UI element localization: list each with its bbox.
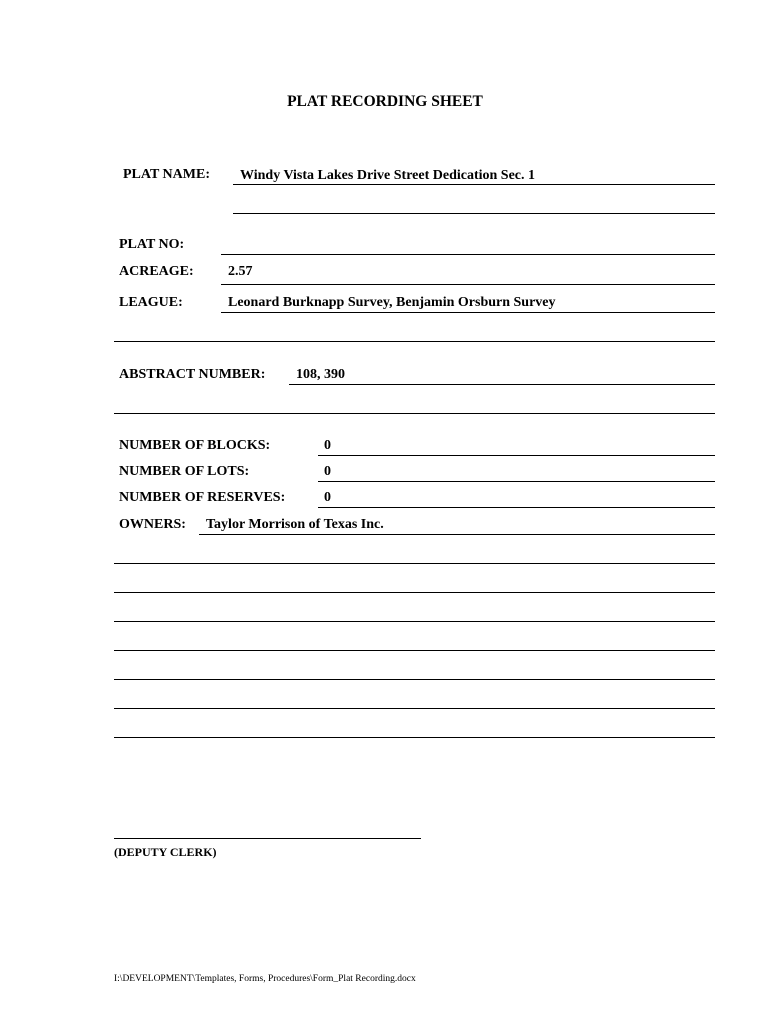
deputy-clerk-label: (DEPUTY CLERK) [114,845,217,859]
league-label: LEAGUE: [119,295,183,310]
blank-line [114,592,715,593]
blank-line [114,563,715,564]
number-of-reserves-label: NUMBER OF RESERVES: [119,490,286,505]
number-of-blocks-line [318,455,715,456]
number-of-blocks-value: 0 [324,438,331,453]
number-of-lots-label: NUMBER OF LOTS: [119,464,250,479]
plat-name-continuation-line [233,213,715,214]
abstract-number-label: ABSTRACT NUMBER: [119,367,266,382]
number-of-lots-line [318,481,715,482]
document-path-footer: I:\DEVELOPMENT\Templates, Forms, Procedures\Form_Plat Recording.docx [114,974,416,984]
league-line [221,312,715,313]
abstract-number-value: 108, 390 [296,367,345,382]
plat-name-label: PLAT NAME: [123,167,210,182]
page-title: PLAT RECORDING SHEET [287,93,483,110]
separator-line-1 [114,341,715,342]
blank-line [114,679,715,680]
number-of-reserves-line [318,507,715,508]
owners-value: Taylor Morrison of Texas Inc. [206,517,384,532]
plat-no-label: PLAT NO: [119,237,185,252]
acreage-value: 2.57 [228,264,253,279]
plat-name-value: Windy Vista Lakes Drive Street Dedication Sec. 1 [240,168,536,183]
number-of-lots-value: 0 [324,464,331,479]
blank-line [114,650,715,651]
abstract-number-line [289,384,715,385]
blank-line [114,737,715,738]
blank-line [114,708,715,709]
league-value: Leonard Burknapp Survey, Benjamin Orsburn Survey [228,295,556,310]
number-of-blocks-label: NUMBER OF BLOCKS: [119,438,271,453]
owners-line [199,534,715,535]
separator-line-2 [114,413,715,414]
acreage-line [221,284,715,285]
number-of-reserves-value: 0 [324,490,331,505]
plat-name-line [233,184,715,185]
owners-label: OWNERS: [119,517,186,532]
deputy-clerk-signature-line [114,838,421,839]
plat-no-line [221,254,715,255]
blank-line [114,621,715,622]
acreage-label: ACREAGE: [119,264,194,279]
